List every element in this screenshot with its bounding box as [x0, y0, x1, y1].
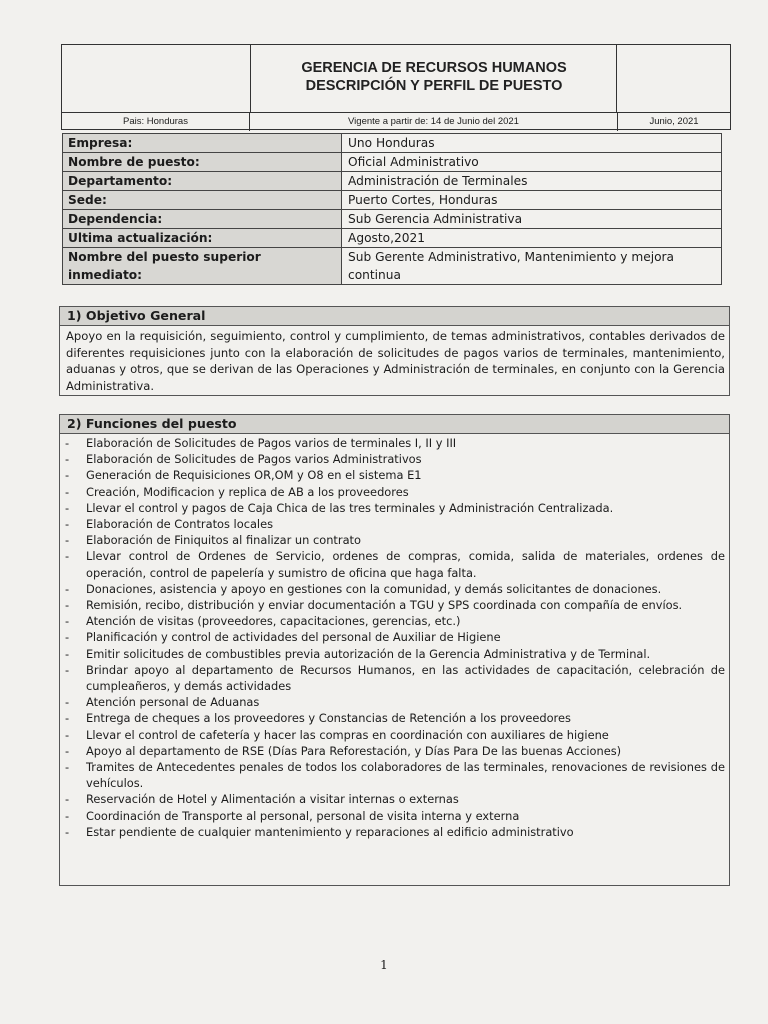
bullet-dash: -: [65, 646, 70, 661]
document-header: [61, 44, 731, 130]
funcion-item: [62, 451, 725, 467]
info-label: Empresa:: [63, 134, 342, 153]
document-title: [250, 59, 618, 95]
position-info-table: [62, 133, 722, 285]
funcion-item: [62, 597, 725, 613]
bullet-dash: -: [65, 468, 70, 483]
funcion-text: Emitir solicitudes de combustibles previa autorización de la Gerencia Administrativa y de Terminal.: [86, 646, 651, 661]
objetivo-section: [59, 306, 730, 396]
bullet-dash: -: [65, 452, 70, 467]
funcion-text: Creación, Modificacion y replica de AB a los proveedores: [86, 484, 409, 499]
info-label: Nombre del puesto superior inmediato:: [63, 248, 342, 285]
funcion-item: [62, 646, 725, 662]
title-line-1: GERENCIA DE RECURSOS HUMANOS: [301, 60, 567, 76]
funcion-text: Elaboración de Finiquitos al finalizar un contrato: [86, 533, 361, 548]
funcion-text: Elaboración de Solicitudes de Pagos varios Administrativos: [86, 452, 422, 467]
funcion-item: [62, 727, 725, 743]
funcion-item: [62, 824, 725, 840]
bullet-dash: -: [65, 727, 70, 742]
info-row: [63, 229, 722, 248]
info-value: Oficial Administrativo: [342, 153, 722, 172]
funcion-text: Tramites de Antecedentes penales de todos los colaboradores de las terminales, renovaciones de revisiones de vehículos.: [86, 760, 725, 791]
funcion-item: [62, 694, 725, 710]
bullet-dash: -: [65, 614, 70, 629]
funcion-text: Reservación de Hotel y Alimentación a visitar internas o externas: [86, 792, 459, 807]
info-label: Nombre de puesto:: [63, 153, 342, 172]
objetivo-heading: 1) Objetivo General: [60, 307, 729, 326]
funcion-text: Entrega de cheques a los proveedores y Constancias de Retención a los proveedores: [86, 711, 571, 726]
bullet-dash: -: [65, 824, 70, 839]
info-value: Agosto,2021: [342, 229, 722, 248]
info-label: Ultima actualización:: [63, 229, 342, 248]
funcion-item: [62, 548, 725, 580]
funcion-text: Remisión, recibo, distribución y enviar documentación a TGU y SPS coordinada con compañía de envíos.: [86, 598, 683, 613]
bullet-dash: -: [65, 760, 70, 775]
info-value: Uno Honduras: [342, 134, 722, 153]
funcion-text: Atención personal de Aduanas: [86, 695, 260, 710]
funcion-text: Elaboración de Solicitudes de Pagos varios de terminales I, II y III: [86, 436, 457, 450]
funcion-text: Estar pendiente de cualquier mantenimiento y reparaciones al edificio administrativo: [86, 824, 574, 839]
funcion-item: [62, 613, 725, 629]
bullet-dash: -: [65, 484, 70, 499]
info-label: Sede:: [63, 191, 342, 210]
info-value: Puerto Cortes, Honduras: [342, 191, 722, 210]
info-value: Sub Gerencia Administrativa: [342, 210, 722, 229]
funcion-item: [62, 808, 725, 824]
funcion-text: Llevar control de Ordenes de Servicio, ordenes de compras, comida, salida de materiales, ordenes de operación, control de papelería y sumistro de oficina que haga falta.: [86, 549, 725, 580]
funcion-item: [62, 629, 725, 645]
funcion-item: [62, 581, 725, 597]
funcion-item: [62, 500, 725, 516]
bullet-dash: -: [65, 662, 70, 677]
funcion-item: [62, 484, 725, 500]
bullet-dash: -: [65, 695, 70, 710]
funcion-text: Brindar apoyo al departamento de Recursos Humanos, en las actividades de capacitación, celebración de cumpleañeros, y demás actividades: [86, 662, 725, 694]
logo-cell: [62, 45, 251, 112]
funcion-text: Donaciones, asistencia y apoyo en gestiones con la comunidad, y demás solicitantes de donaciones.: [86, 581, 662, 596]
info-row: [63, 248, 722, 285]
info-row: [63, 172, 722, 191]
info-value: Sub Gerente Administrativo, Mantenimiento y mejora continua: [342, 248, 722, 285]
info-row: [63, 153, 722, 172]
funcion-item: [62, 743, 725, 759]
country-label: Pais: Honduras: [62, 113, 250, 131]
info-row: [63, 191, 722, 210]
bullet-dash: -: [65, 517, 70, 532]
info-value: Administración de Terminales: [342, 172, 722, 191]
funcion-item: [62, 532, 725, 548]
funciones-heading: 2) Funciones del puesto: [60, 415, 729, 434]
funcion-item: [62, 662, 725, 694]
funcion-item: [62, 435, 725, 451]
page-number: 1: [380, 958, 388, 972]
funcion-text: Planificación y control de actividades del personal de Auxiliar de Higiene: [86, 630, 501, 645]
valid-from-label: Vigente a partir de: 14 de Junio del 2021: [348, 116, 519, 127]
funcion-item: [62, 791, 725, 807]
date-label: Junio, 2021: [617, 113, 730, 131]
bullet-dash: -: [65, 630, 70, 645]
title-line-2: DESCRIPCIÓN Y PERFIL DE PUESTO: [305, 78, 563, 94]
bullet-dash: -: [65, 533, 70, 548]
bullet-dash: -: [65, 500, 70, 515]
bullet-dash: -: [65, 436, 70, 450]
info-label: Departamento:: [63, 172, 342, 191]
bullet-dash: -: [65, 711, 70, 726]
info-row: [63, 210, 722, 229]
funcion-item: [62, 759, 725, 791]
header-meta-row: [62, 112, 730, 131]
bullet-dash: -: [65, 598, 70, 613]
bullet-dash: -: [65, 743, 70, 758]
info-row: [63, 134, 722, 153]
funciones-list: [60, 434, 729, 840]
funcion-text: Llevar el control de cafetería y hacer las compras en coordinación con auxiliares de higiene: [86, 727, 609, 742]
funcion-text: Llevar el control y pagos de Caja Chica de las tres terminales y Administración Centralizada.: [86, 500, 614, 515]
bullet-dash: -: [65, 808, 70, 823]
funcion-text: Elaboración de Contratos locales: [86, 517, 274, 532]
code-cell: [616, 45, 730, 112]
bullet-dash: -: [65, 581, 70, 596]
funcion-text: Coordinación de Transporte al personal, personal de visita interna y externa: [86, 808, 520, 823]
funciones-section: [59, 414, 730, 886]
bullet-dash: -: [65, 549, 70, 564]
funcion-text: Generación de Requisiciones OR,OM y O8 en el sistema E1: [86, 468, 422, 483]
info-label: Dependencia:: [63, 210, 342, 229]
funcion-text: Atención de visitas (proveedores, capacitaciones, gerencias, etc.): [86, 614, 461, 629]
funcion-item: [62, 516, 725, 532]
bullet-dash: -: [65, 792, 70, 807]
funcion-item: [62, 710, 725, 726]
funcion-item: [62, 467, 725, 483]
objetivo-text: Apoyo en la requisición, seguimiento, control y cumplimiento, de temas administrativos, contables derivados de diferentes requisiciones junto con la elaboración de solicitudes de pagos varios de terminales, mantenimiento, aduanas y otros, que se derivan de las Operaciones y Administración de terminales, en conjunto con la Gerencia Administrativa.: [66, 329, 725, 393]
funcion-text: Apoyo al departamento de RSE (Días Para Reforestación, y Días Para De las buenas Acciones): [86, 743, 622, 758]
